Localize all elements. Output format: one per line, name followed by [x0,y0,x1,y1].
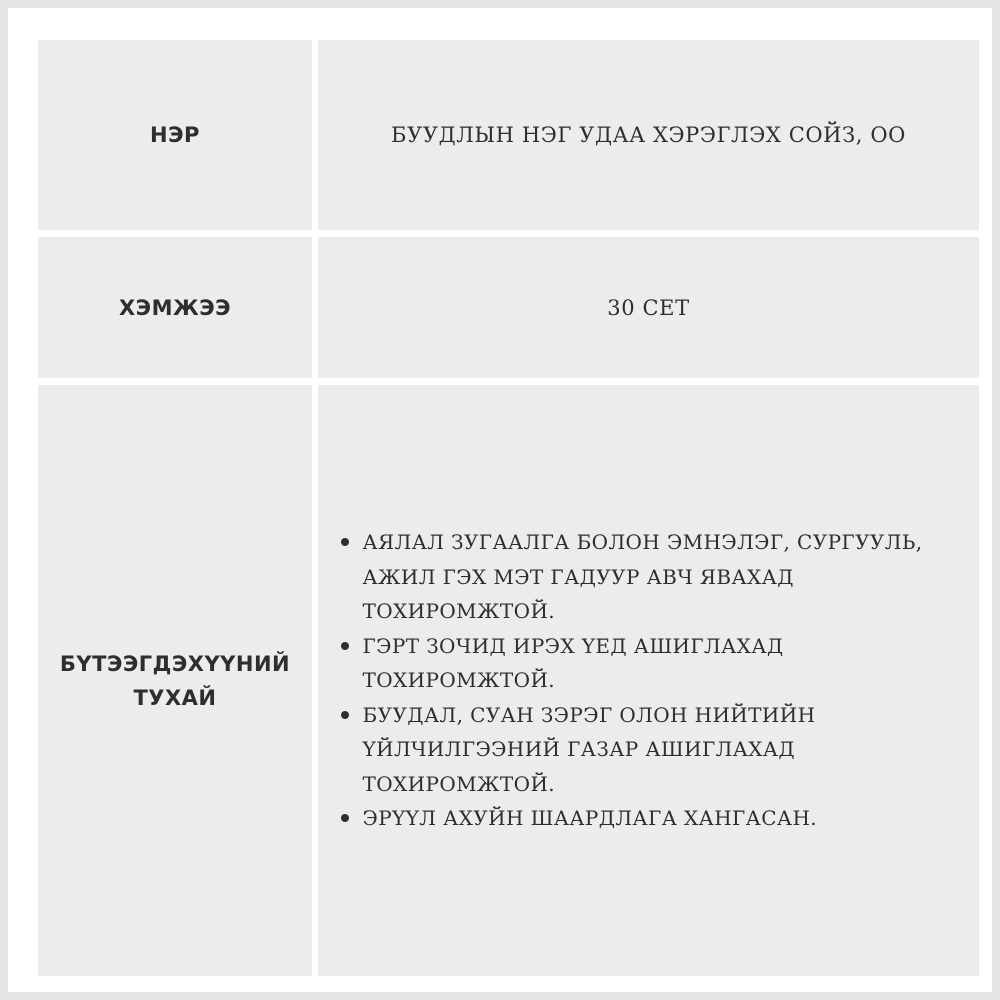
description-label-cell [38,385,312,976]
list-item [339,525,959,629]
size-label: ХЭМЖЭЭ [118,295,232,320]
bullet-icon [341,814,349,822]
bullet-text: ЭРҮҮЛ АХУЙН ШААРДЛАГА ХАНГАСАН. [362,806,818,831]
name-value-cell [318,40,979,230]
bullet-text: АЯЛАЛ ЗУГААЛГА БОЛОН ЭМНЭЛЭГ, СУРГУУЛЬ, АЖИЛ ГЭХ МЭТ ГАДУУР АВЧ ЯВАХАД ТОХИРОМЖТОЙ. [362,530,923,624]
bullet-icon [341,642,349,650]
name-value: БУУДЛЫН НЭГ УДАА ХЭРЭГЛЭХ СОЙЗ, ОО [391,123,906,147]
size-value-cell [318,237,979,378]
size-value: 30 СЕТ [607,295,690,320]
list-item [339,801,959,836]
name-label-cell [38,40,312,230]
name-label: НЭР [150,123,200,147]
list-item [339,629,959,698]
list-item [339,698,959,802]
bullet-icon [341,538,349,546]
size-label-cell [38,237,312,378]
bullet-text: БУУДАЛ, СУАН ЗЭРЭГ ОЛОН НИЙТИЙН ҮЙЛЧИЛГЭЭНИЙ ГАЗАР АШИГЛАХАД ТОХИРОМЖТОЙ. [362,702,816,796]
bullet-icon [341,711,349,719]
description-label: БҮТЭЭГДЭХҮҮНИЙ ТУХАЙ [59,651,291,710]
bullet-text: ГЭРТ ЗОЧИД ИРЭХ ҮЕД АШИГЛАХАД ТОХИРОМЖТОЙ. [362,633,784,693]
description-value-cell [318,385,979,976]
description-bullet-list [339,525,959,836]
